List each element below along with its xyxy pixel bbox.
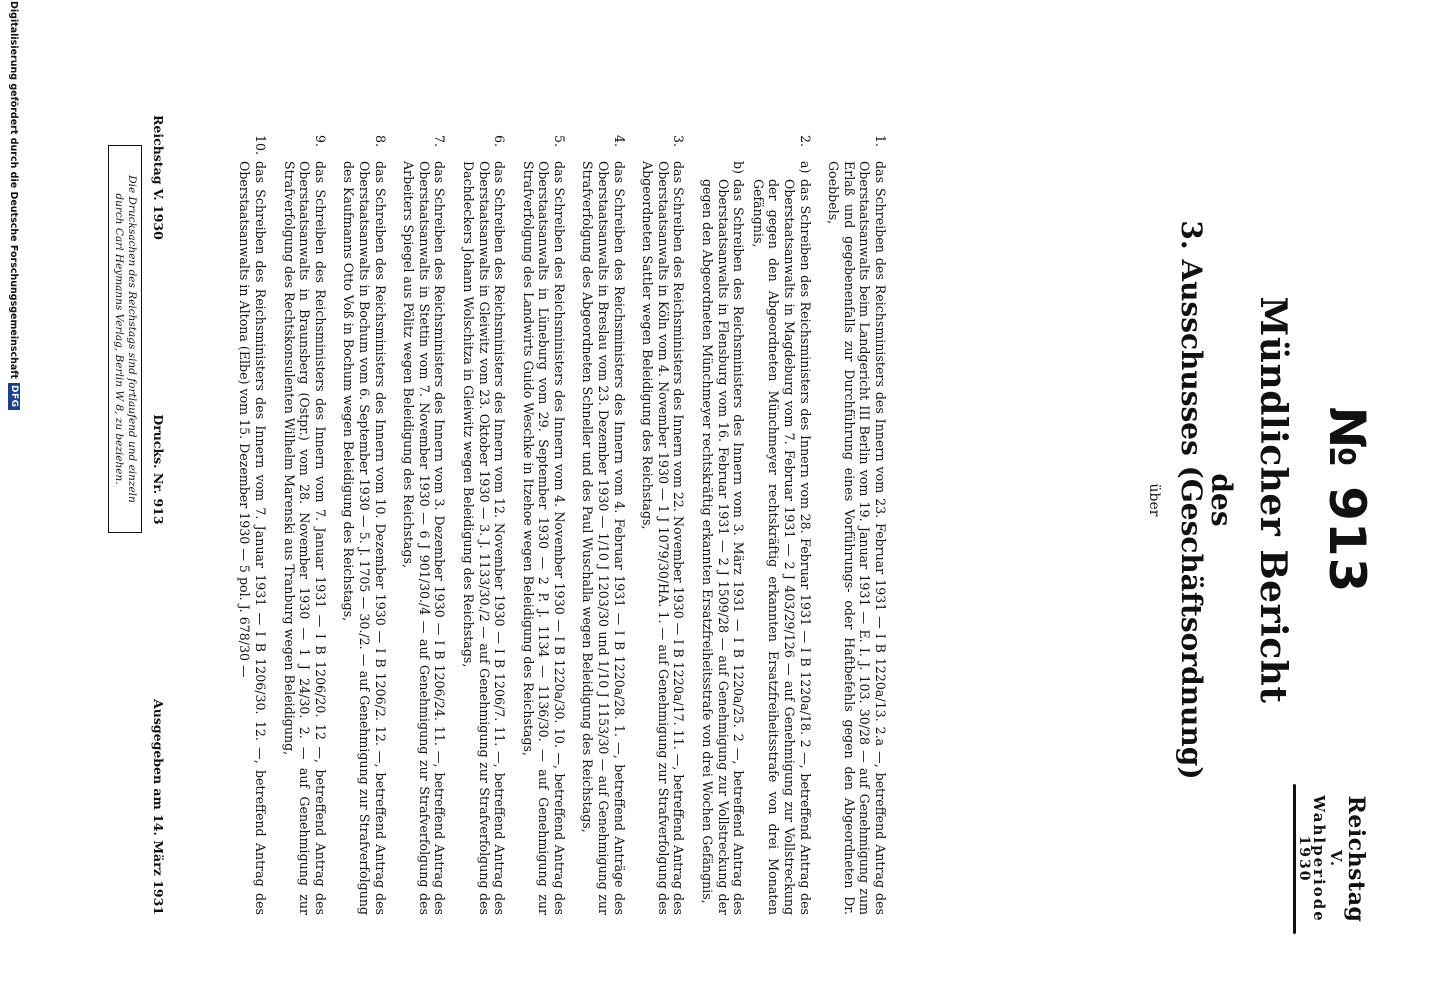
item-number: 2. — [797, 135, 813, 148]
item-text: das Schreiben des Reichsministers des Innern vom 23. Februar 1931 — I B 1220a/13. 2.a —, betreffend Antrag des Oberstaatsanwalts beim Landgericht III Berlin vom 19. Januar 1931 — E. I. J. 103. 30/28 — auf Genehmigung zum Erlaß und gegebenenfalls zur Durchführung eines Vorführungs- oder Haftbefehls gegen den Abgeordneten Dr. Goebbels, — [826, 161, 888, 915]
document-subtitle: 3. Ausschusses (Geschäftsordnung) — [1175, 220, 1208, 780]
subitem-text: das Schreiben des Reichsministers des Innern vom 3. März 1931 — I B 1220a/25. 2 —, betreffend Antrag des Oberstaatsanwalts in Flensburg vom 16. Februar 1931 — 2 J 1509/28 — auf Genehmigung zur Vollstreckung der gegen den Abgeordneten Münchmeyer rechtskräftig erkannten Ersatzfreiheitsstrafe von drei Wochen Gefängnis, — [700, 179, 747, 915]
item-text: das Schreiben des Reichsministers des Innern vom 3. Dezember 1930 — I B 1206/24. 11. —, betreffend Antrag des Oberstaatsanwalts in Stettin vom 7. November 1930 — 6 J 901/30./4 — auf Genehmigung zur Strafverfolgung des Arbeiters Spiegel aus Pölitz wegen Beleidigung des Reichstags, — [401, 161, 448, 915]
item-text: das Schreiben des Reichsministers des Innern vom 12. November 1930 — I B 1206/7. 11. —, betreffend Antrag des Oberstaatsanwalts in Gleiwitz vom 23. Oktober 1930 — 3. J. 1133/30./2 — auf Genehmigung zur Strafverfolgung des Dachdeckers Johann Wolschitza in Gleiwitz wegen Beleidigung des Reichstags, — [460, 161, 508, 915]
dfg-logo-icon: DFG — [9, 384, 19, 408]
list-item — [460, 135, 507, 915]
list-item — [401, 135, 448, 915]
item-text: das Schreiben des Reichsministers des Innern vom 4. Februar 1931 — I B 1220a/28. 1. —, betreffend Anträge des Oberstaatsanwalts in Breslau vom 23. Dezember 1930 — 1/10 J 1203/30 und 1/10 J 1153/30 — auf Genehmigung zur Strafverfolgung des Abgeordneten Schneller und des Paul Wuschalla wegen Beleidigung des Reichstags, — [580, 161, 627, 915]
list-item — [640, 135, 687, 915]
document-number: № 913 — [1318, 406, 1376, 594]
list-item — [826, 135, 888, 915]
item-text: das Schreiben des Reichsministers des Innern vom 4. November 1930 — I B 1220a/30. 10. —, betreffend Antrag des Oberstaatsanwalts in Lüneburg vom 29. September 1930 — 2 P. J. 1134 — 1136/30. — auf Genehmigung zur Strafverfolgung des Landwirts Guido Weschke in Itzehoe wegen Beleidigung des Reichstags, — [520, 161, 567, 915]
list-item — [520, 135, 567, 915]
footer-notice-line-2: durch Carl Heymanns Verlag, Berlin W 8, zu beziehen. — [113, 193, 125, 485]
list-item — [580, 135, 627, 915]
header-year: 1930 — [1295, 835, 1312, 883]
item-number: 5. — [551, 135, 567, 148]
footer-notice-line-1: Die Drucksachen des Reichstags sind fortlaufend und einzeln — [126, 175, 138, 503]
footer-notice-box — [108, 145, 142, 533]
item-text: das Schreiben des Reichsministers des Innern vom 22. November 1930 — I B 1220a/17. 11. —, betreffend Antrag des Oberstaatsanwalts in Köln vom 4. November 1930 — 1 J 1079/30/HA. 1. — auf Genehmigung zur Strafverfolgung des Abgeordneten Sattler wegen Beleidigung des Reichstags, — [640, 161, 687, 915]
digitization-credit — [8, 1, 20, 701]
item-number: 9. — [312, 135, 328, 148]
item-number: 7. — [432, 135, 448, 148]
item-number: 8. — [372, 135, 388, 148]
item-number: 1. — [873, 135, 888, 148]
document-connector: des — [1205, 473, 1238, 527]
list-item — [341, 135, 388, 915]
item-text: das Schreiben des Reichsministers des Innern vom 10. Dezember 1930 — I B 1206/2. 12. —, betreffend Antrag des Oberstaatsanwalts in Bochum vom 6. September 1930 — 5. J. 1705 — 30./2. — auf Genehmigung zur Strafverfolgung des Kaufmanns Otto Voß in Bochum wegen Beleidigung des Reichstags, — [341, 161, 388, 915]
list-subitem — [750, 161, 812, 915]
list-item — [237, 135, 268, 915]
digitization-text: Digitalisierung gefördert durch die Deutsche Forschungsgemeinschaft — [8, 1, 20, 379]
item-number: 4. — [611, 135, 627, 148]
subitem-text: das Schreiben des Reichsministers des Innern vom 28. Februar 1931 — I B 1220a/18. 2 —, betreffend Antrag des Oberstaatsanwalts in Magdeburg vom 7. Februar 1931 — 2 J 403/29/126 — auf Genehmigung zur Vollstreckung der gegen den Abgeordneten Münchmeyer rechtskräftig erkannten Ersatzfreiheitsstrafe von drei Monaten Gefängnis, — [750, 179, 813, 915]
subitem-letter: b) — [731, 161, 747, 174]
document-title: Mündlicher Bericht — [1252, 296, 1294, 704]
subitem-letter: a) — [797, 161, 813, 174]
document-ueber: über — [1146, 483, 1162, 517]
header-period: V. Wahlperiode — [1310, 795, 1345, 923]
item-number: 6. — [492, 135, 508, 148]
list-item — [281, 135, 328, 915]
footer-right: Ausgegeben am 14. März 1931 — [151, 699, 166, 915]
footer-middle: Drucks. Nr. 913 — [151, 414, 166, 525]
item-number: 3. — [671, 135, 687, 148]
item-text: das Schreiben des Reichsministers des Innern vom 7. Januar 1931 — I B 1206/30. 12. —, betreffend Antrag des Oberstaatsanwalts in Altona (Elbe) vom 15. Dezember 1930 — 5 pol. J. 678/30 — — [237, 161, 268, 915]
header-institution: Reichstag — [1343, 795, 1369, 923]
list-subitem — [699, 161, 746, 915]
item-number: 10. — [253, 135, 268, 156]
document-body — [224, 135, 888, 915]
footer-line — [151, 115, 166, 915]
footer-left: Reichstag V. 1930 — [151, 115, 166, 240]
list-item — [699, 135, 812, 915]
item-text: das Schreiben des Reichsministers des Innern vom 7. Januar 1931 — I B 1206/20. 12 —, betreffend Antrag des Oberstaatsanwalts in Braunsberg (Ostpr.) vom 28. November 1930 — 1 J 24/30. 2. — auf Genehmigung zur Strafverfolgung des Rechtskonsulenten Wilhelm Marenski aus Tranburg wegen Beleidigung, — [281, 161, 328, 915]
